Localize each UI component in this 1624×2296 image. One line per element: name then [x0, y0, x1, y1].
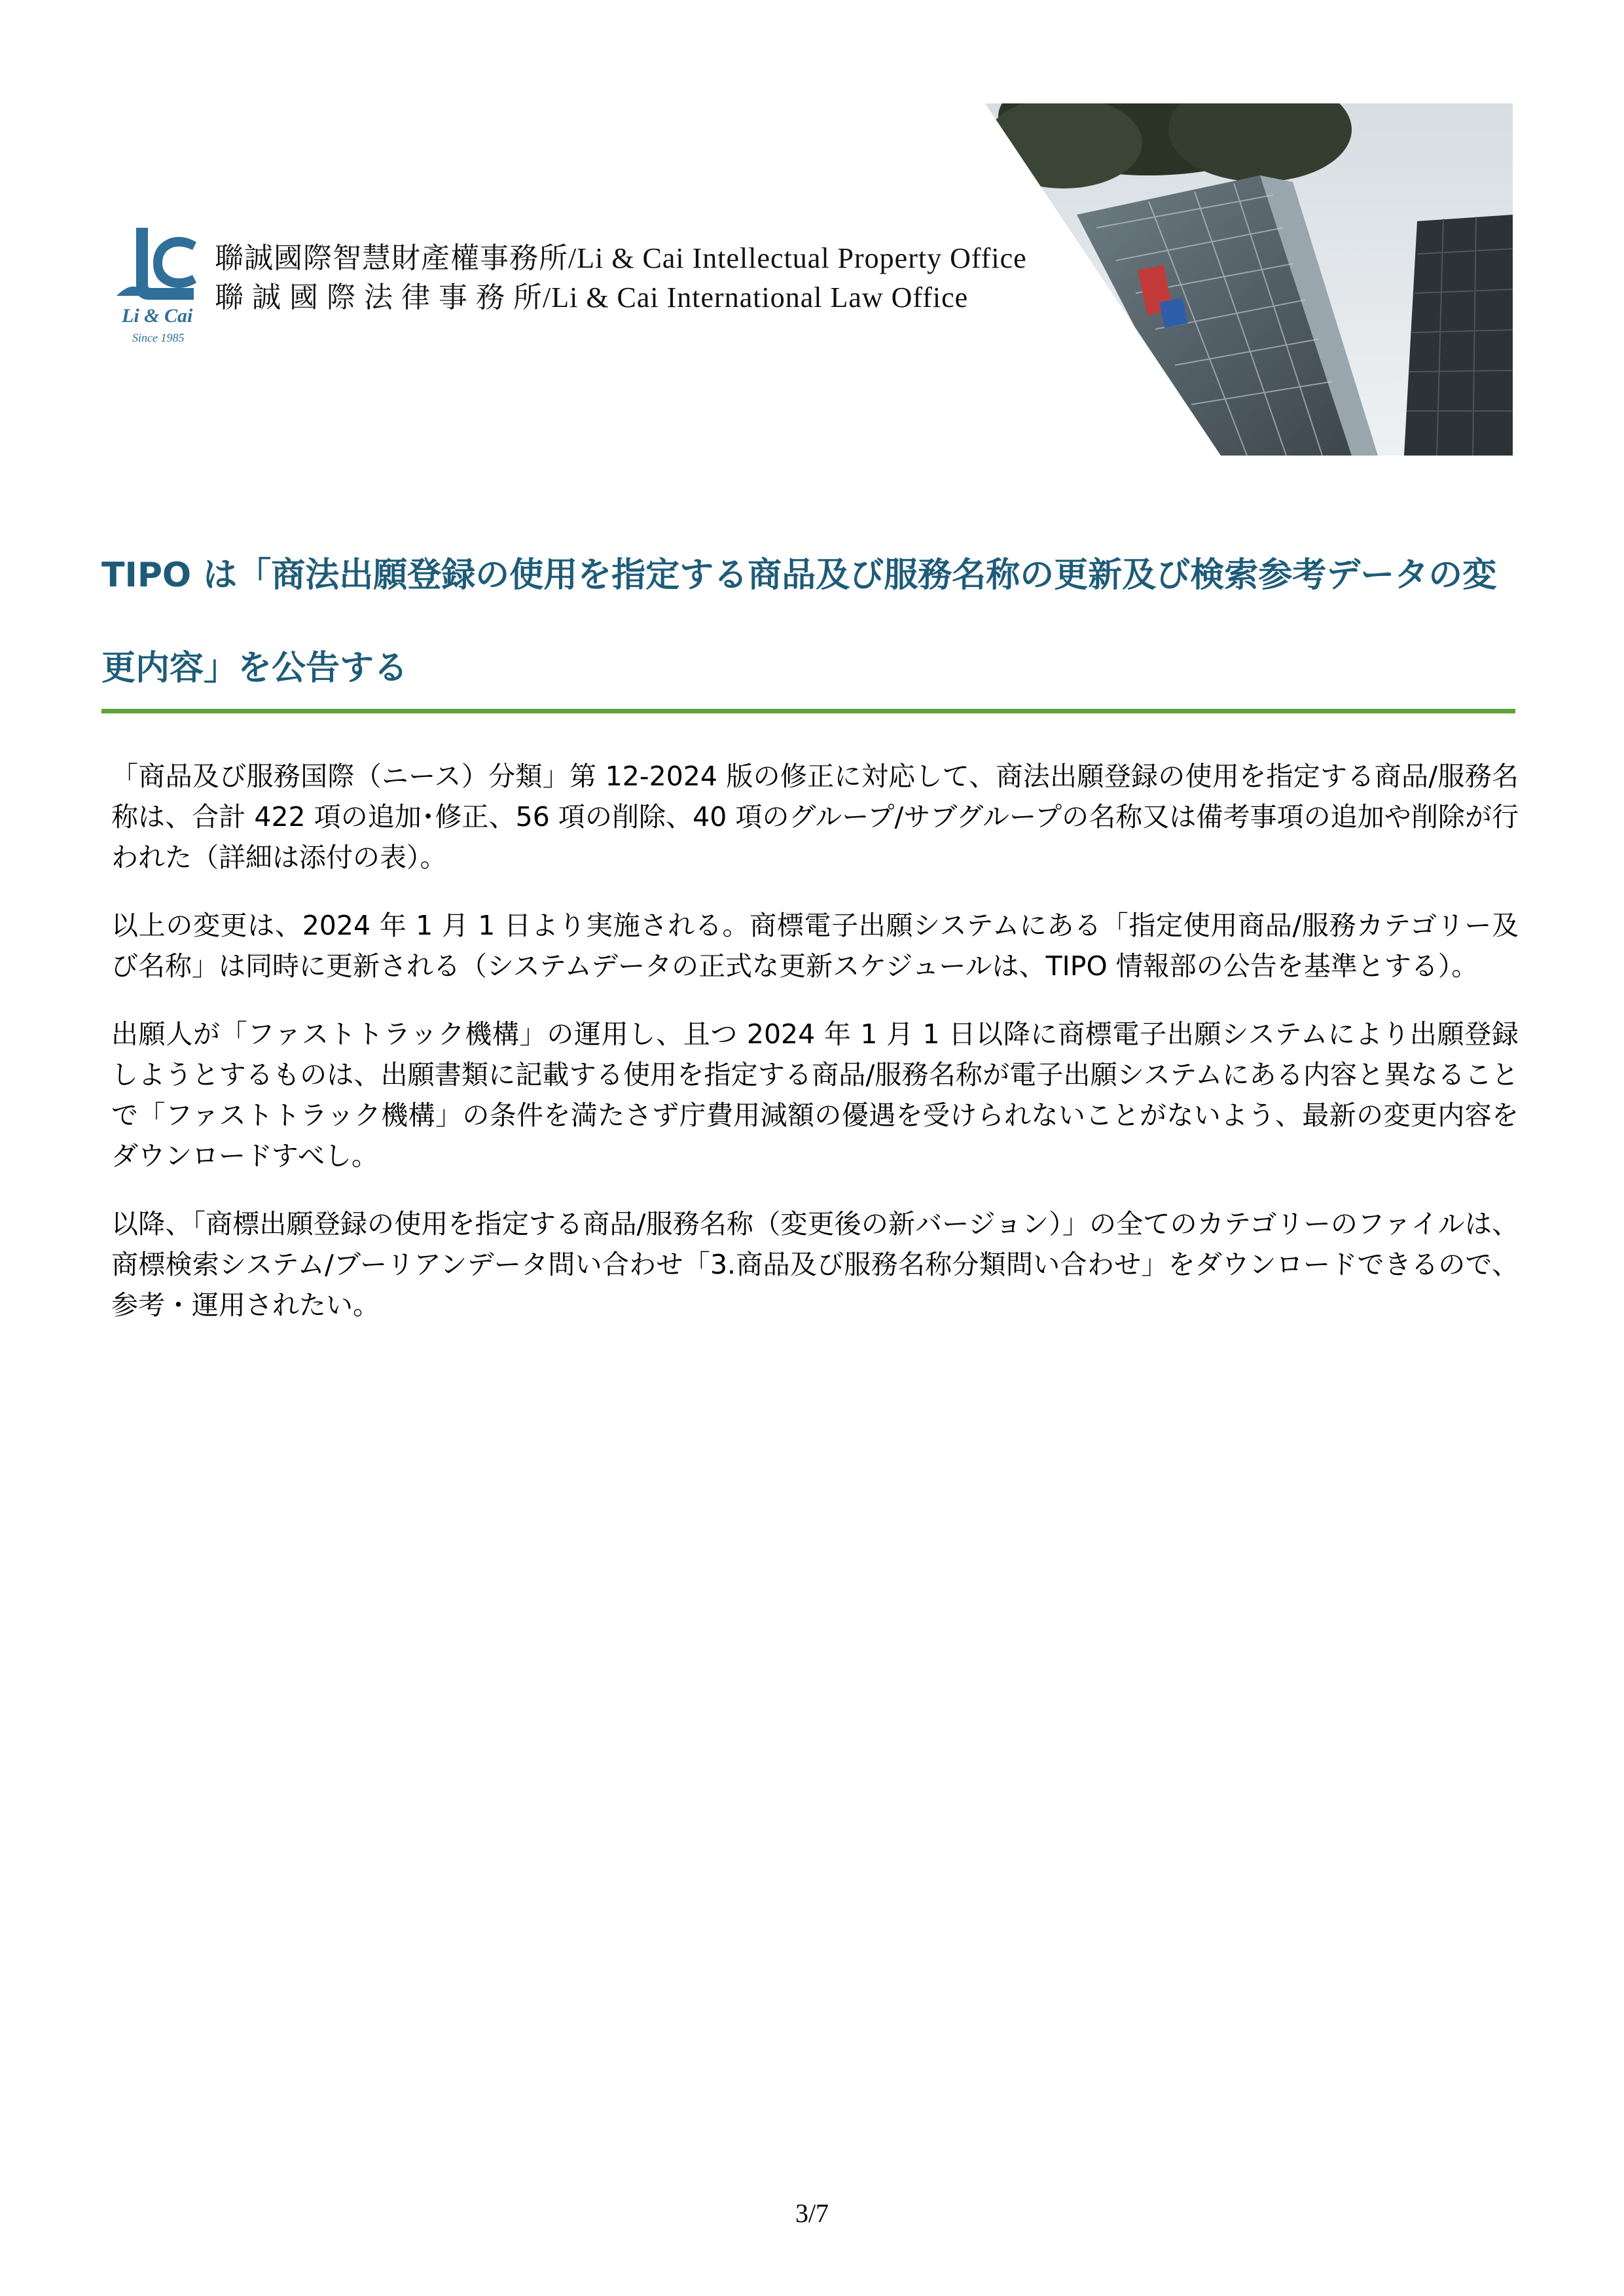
logo-since: Since 1985	[132, 331, 185, 344]
logo-swoosh	[117, 287, 139, 296]
logo-c-shape	[153, 237, 196, 288]
building-photo	[985, 103, 1513, 456]
logo-name: Li & Cai	[122, 305, 193, 327]
paragraph: 「商品及び服務国際（ニース）分類」第 12-2024 版の修正に対応して、商法出願登録の使用を指定する商品/服務名称は、合計 422 項の追加･修正、56 項の削除、40 項のグループ/サブグループの名称又は備考事項の追加や削除が行われた（詳細は添付の表）。	[111, 761, 1519, 873]
paragraph: 以降、「商標出願登録の使用を指定する商品/服務名称（変更後の新バージョン）」の全てのカテゴリーのファイルは、商標検索システム/ブーリアンデータ問い合わせ「3.商品及び服務名称分類問い合わせ」をダウンロードできるので、参考・運用されたい。	[111, 1208, 1519, 1321]
title-divider	[101, 709, 1515, 713]
tower-right	[1404, 215, 1513, 456]
article-title: TIPO は「商法出願登録の使用を指定する商品及び服務名称の更新及び検索参考データの変更内容」を公告する	[101, 556, 1497, 688]
company-logo	[110, 223, 208, 350]
office-names	[215, 239, 1079, 317]
paragraph: 以上の変更は、2024 年 1 月 1 日より実施される。商標電子出願システムにある「指定使用商品/服務カテゴリー及び名称」は同時に更新される（システムデータの正式な更新スケジュールは、TIPO 情報部の公告を基準とする）。	[111, 910, 1519, 982]
law-office-name: 聯 誠 國 際 法 律 事 務 所/Li & Cai International Law Office	[215, 281, 969, 314]
ip-office-name: 聯誠國際智慧財產權事務所/Li & Cai Intellectual Property Office	[215, 242, 1027, 274]
page-number: 3/7	[795, 2198, 829, 2228]
paragraph: 出願人が「ファストトラック機構」の運用し、且つ 2024 年 1 月 1 日以降に商標電子出願システムにより出願登録しようとするものは、出願書類に記載する使用を指定する商品/服務名称が電子出願システムにある内容と異なることで「ファストトラック機構」の条件を満たさず庁費用減額の優遇を受けられないことがないよう、最新の変更内容をダウンロードすべし。	[111, 1018, 1519, 1172]
article-body	[111, 756, 1519, 1353]
